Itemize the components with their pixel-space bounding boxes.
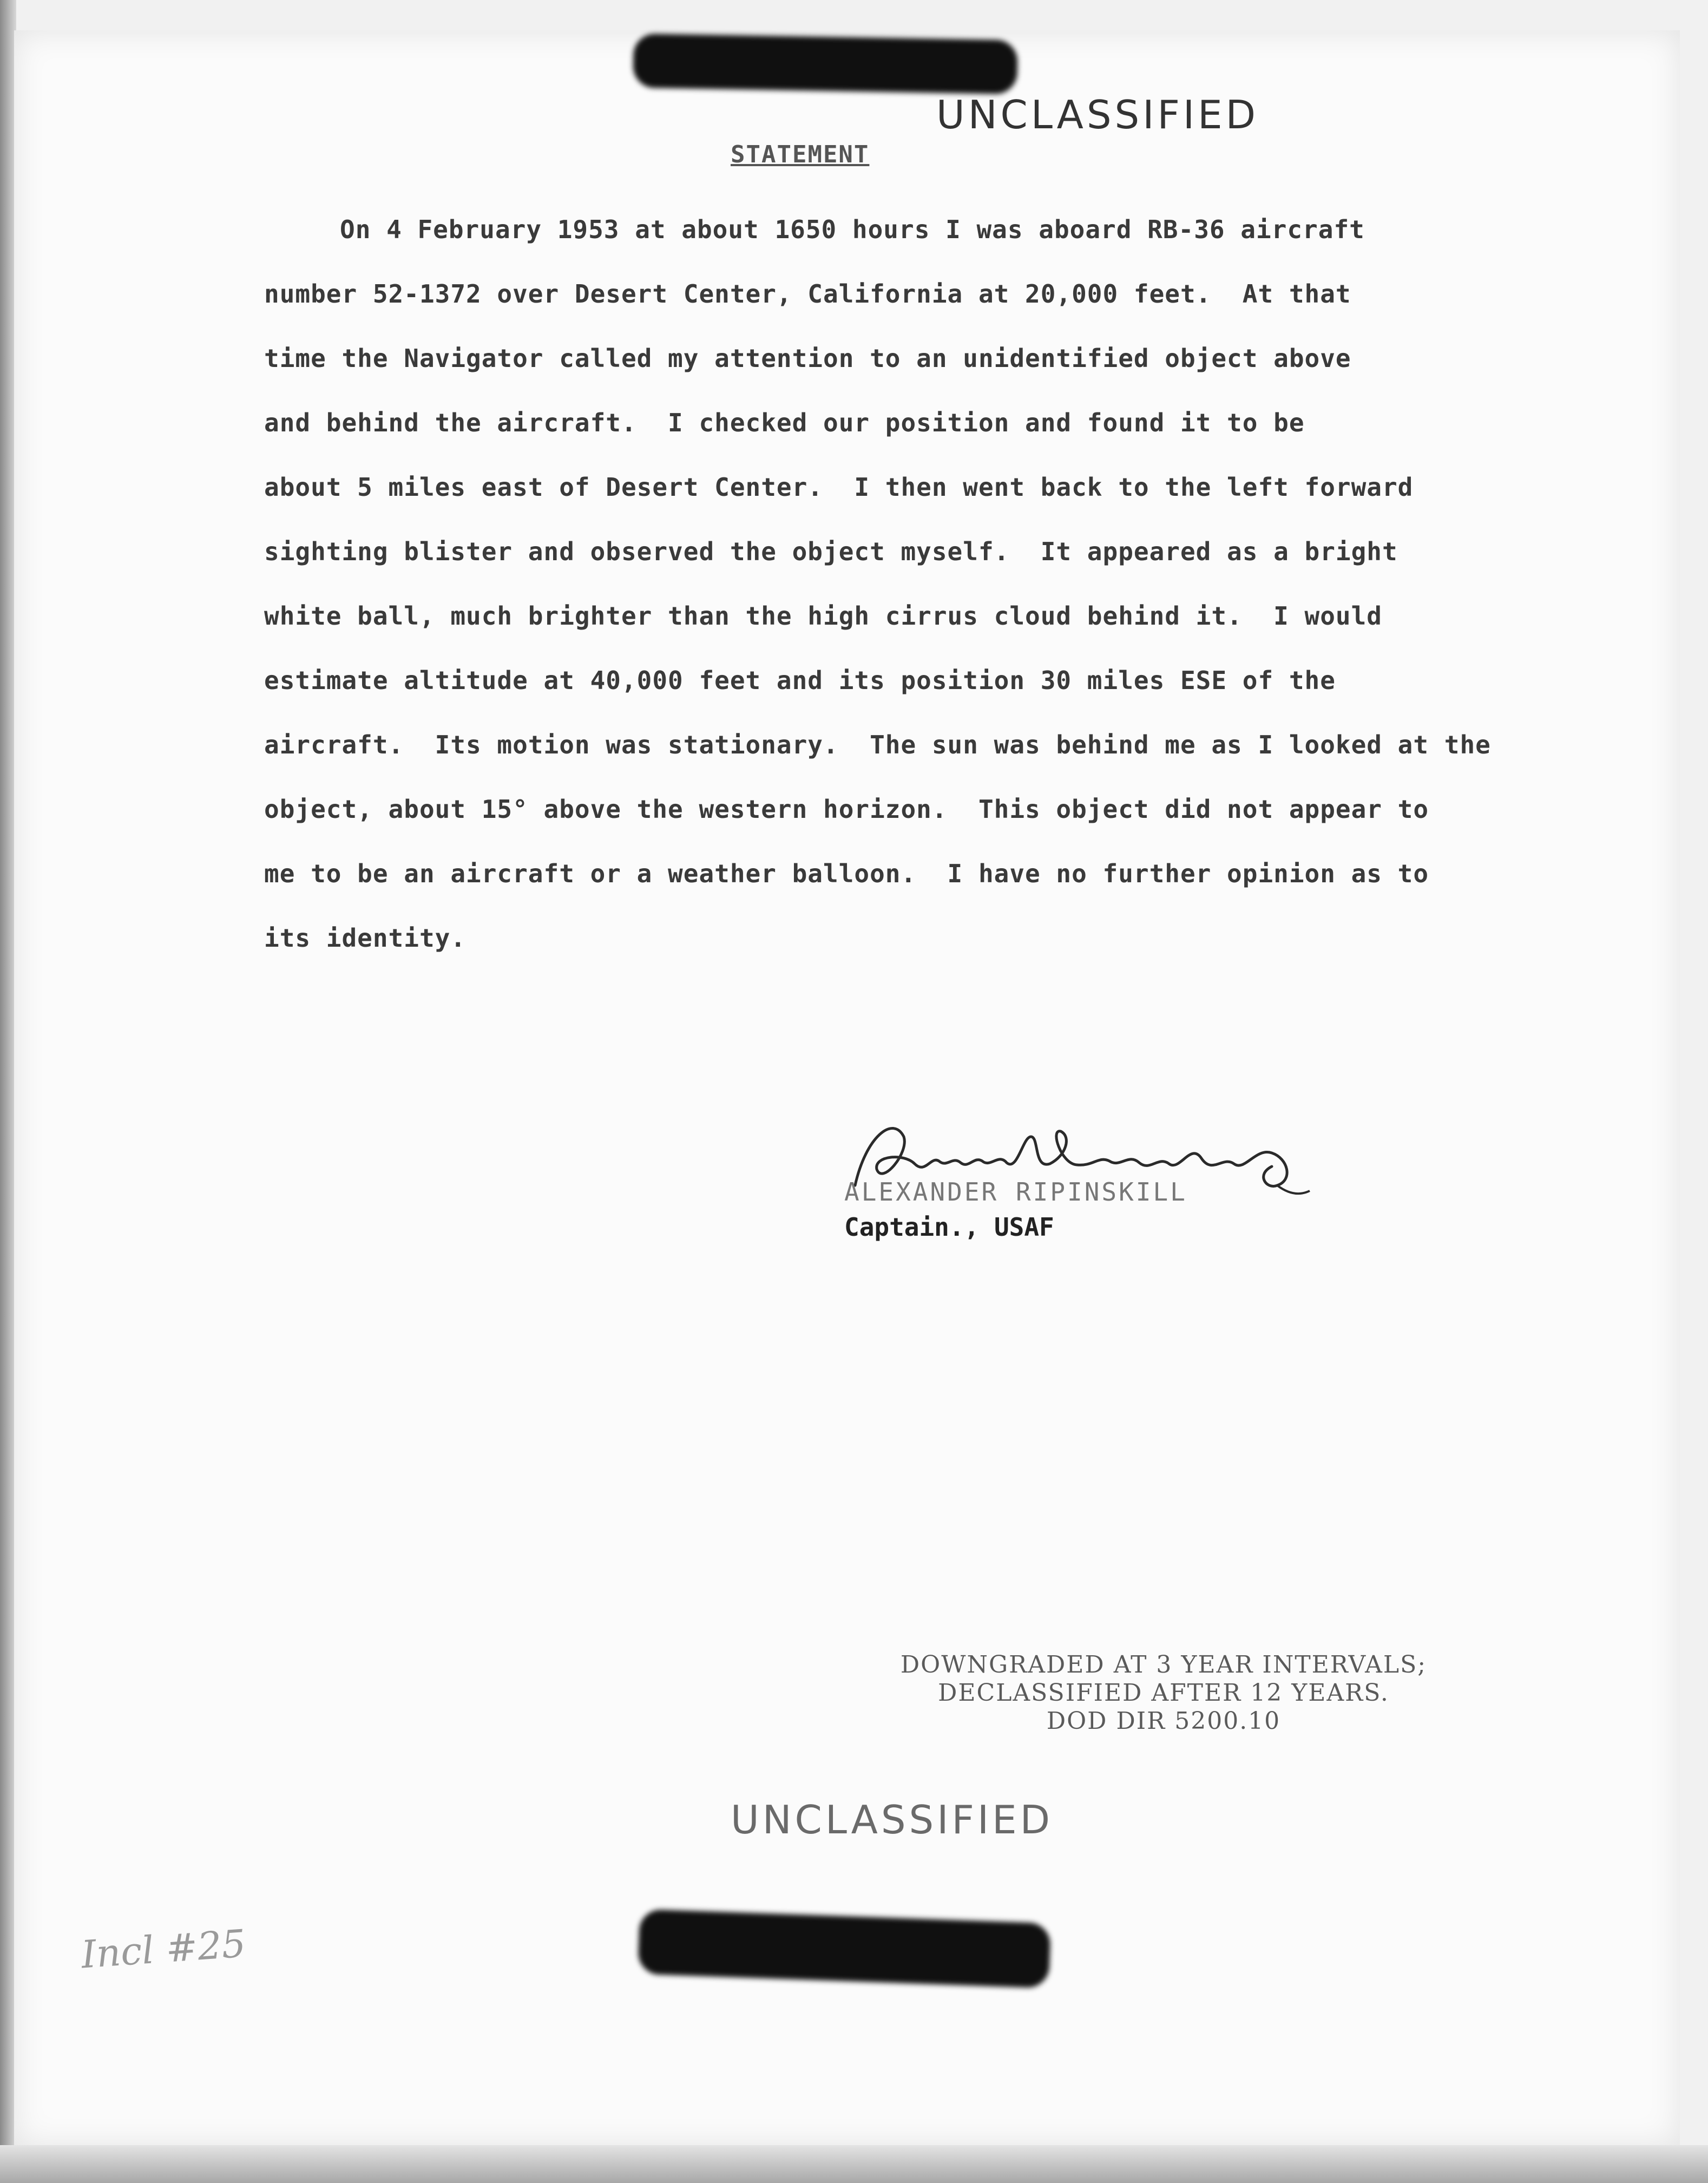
inclosure-note: Incl #25 [80, 1921, 247, 1977]
statement-heading: STATEMENT [731, 141, 870, 168]
body-line: about 5 miles east of Desert Center. I then went back to the left forward [264, 473, 1414, 502]
signer-rank: Captain., USAF [844, 1212, 1054, 1242]
redaction-mark-top [633, 34, 1018, 94]
body-line: its identity. [264, 923, 467, 953]
classification-stamp-top: UNCLASSIFIED [936, 92, 1259, 137]
body-line: time the Navigator called my attention to an unidentified object above [264, 344, 1351, 373]
page-bottom-edge [0, 2145, 1708, 2183]
declass-line: DOD DIR 5200.10 [1046, 1707, 1281, 1735]
body-line: and behind the aircraft. I checked our position and found it to be [264, 408, 1305, 437]
statement-body [264, 198, 1574, 971]
body-line: On 4 February 1953 at about 1650 hours I was aboard RB-36 aircraft [340, 215, 1365, 244]
declass-line: DOWNGRADED AT 3 YEAR INTERVALS; [900, 1651, 1427, 1679]
classification-stamp-bottom: UNCLASSIFIED [731, 1797, 1054, 1843]
signer-name: ALEXANDER RIPINSKILL [844, 1177, 1187, 1207]
body-line: sighting blister and observed the object myself. It appeared as a bright [264, 537, 1398, 566]
body-line: aircraft. Its motion was stationary. The sun was behind me as I looked at the [264, 730, 1491, 759]
body-line: object, about 15° above the western horizon. This object did not appear to [264, 795, 1429, 824]
body-line: me to be an aircraft or a weather balloon. I have no further opinion as to [264, 859, 1429, 888]
body-line: white ball, much brighter than the high cirrus cloud behind it. I would [264, 601, 1382, 631]
body-line: estimate altitude at 40,000 feet and its position 30 miles ESE of the [264, 666, 1336, 695]
declass-line: DECLASSIFIED AFTER 12 YEARS. [938, 1679, 1389, 1707]
declassification-stamp [860, 1651, 1467, 1735]
body-line: number 52-1372 over Desert Center, California at 20,000 feet. At that [264, 279, 1351, 309]
